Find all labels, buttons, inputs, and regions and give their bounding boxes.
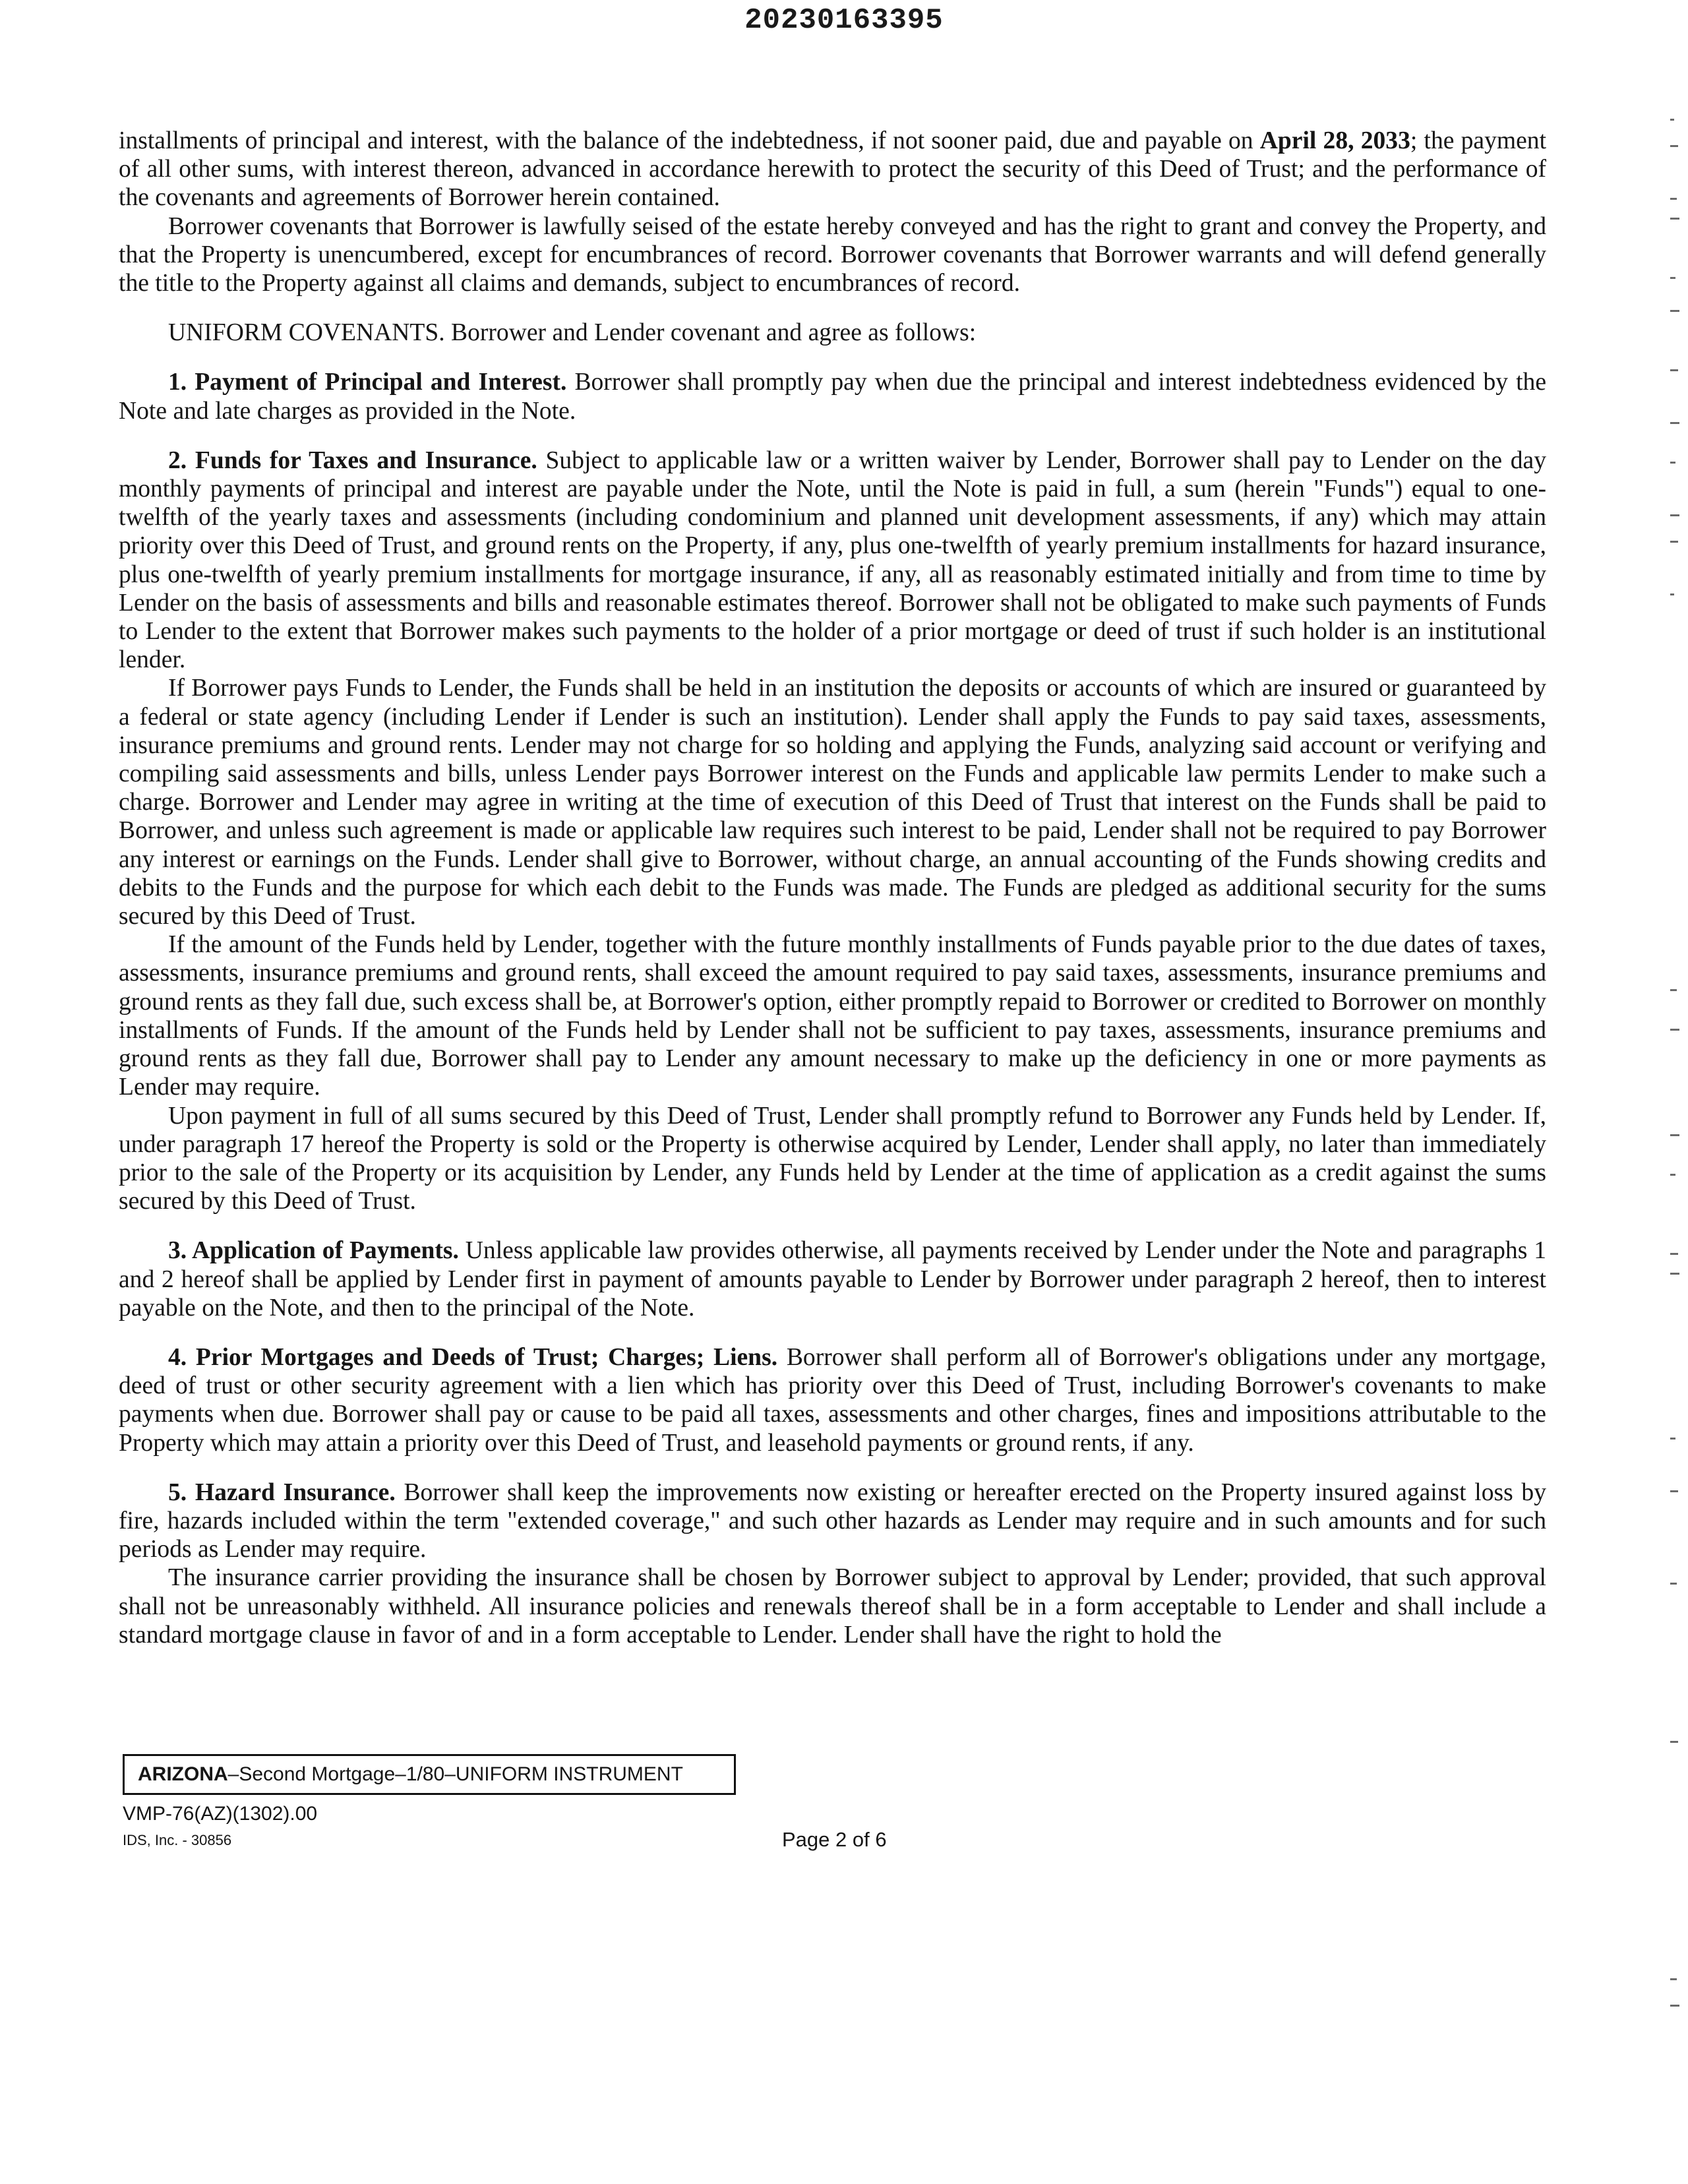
section-text: Borrower shall keep the improvements now existing or hereafter erected on the Property insured against loss by fire, hazards included within the term "extended coverage," and such other hazards as Lender may require and in such amounts and for such periods as Lender may require. [119,1478,1546,1563]
scan-mark [1670,989,1677,991]
scan-mark [1670,462,1675,464]
form-code: VMP-76(AZ)(1302).00 [123,1803,318,1825]
section-text: Unless applicable law provides otherwise, all payments received by Lender under the Note and paragraphs 1 and 2 hereof shall be applied by Lender first in payment of amounts payable to Lender by Borrower under paragraph 2 hereof, then to interest payable on the Note, and then to the principal of the Note. [119,1237,1546,1321]
document-body [119,127,1546,1649]
section-heading: 4. Prior Mortgages and Deeds of Trust; Charges; Liens. [168,1343,778,1371]
page-number: Page 2 of 6 [782,1828,887,1851]
section-heading: 2. Funds for Taxes and Insurance. [168,446,537,474]
scan-mark [1670,1978,1677,1980]
scan-mark [1670,1174,1675,1176]
section-text: Borrower shall perform all of Borrower's obligations under any mortgage, deed of trust or other security agreement with a lien which has priority over this Deed of Trust, including Borrower's covenants to make payments when due. Borrower shall pay or cause to be paid all taxes, assessments and other charges, fines and impositions attributable to the Property which may attain a priority over this Deed of Trust, and leasehold payments or ground rents, if any. [119,1343,1546,1457]
scan-mark [1670,1029,1679,1031]
paragraph-installments [119,127,1546,212]
scan-mark [1670,145,1678,147]
section-heading: 1. Payment of Principal and Interest. [168,369,567,396]
section-text: Borrower shall promptly pay when due the principal and interest indebtedness evidenced by the Note and late charges as provided in the Note. [119,369,1546,425]
recording-number: 20230163395 [744,4,944,37]
section-5 [119,1478,1546,1564]
section-heading: 5. Hazard Insurance. [168,1478,396,1506]
vendor-code: IDS, Inc. - 30856 [123,1832,232,1848]
scan-mark [1670,2005,1679,2007]
section-3 [119,1236,1546,1322]
scan-mark [1670,1741,1678,1743]
paragraph-borrower-covenants: Borrower covenants that Borrower is lawfully seised of the estate hereby conveyed and has the right to grant and convey the Property, and that the Property is unencumbered, except for encumbrances of record. Borrower covenants that Borrower warrants and will defend generally the title to the Property against all claims and demands, subject to encumbrances of record. [119,212,1546,297]
instrument-label-box [123,1754,736,1795]
scan-mark [1670,422,1679,424]
scan-mark [1670,119,1674,121]
uniform-covenants-intro: UNIFORM COVENANTS. Borrower and Lender covenant and agree as follows: [168,319,977,347]
section-text: Subject to applicable law or a written waiver by Lender, Borrower shall pay to Lender on the day monthly payments of principal and interest are payable under the Note, until the Note is paid in full, a sum (herein "Funds") equal to one-twelfth of the yearly taxes and assessments (including condominium and planned unit development assessments, if any) which may attain priority over this Deed of Trust, and ground rents on the Property, if any, plus one-twelfth of yearly premium installments for hazard insurance, plus one-twelfth of yearly premium installments for mortgage insurance, if any, all as reasonably estimated initially and from time to time by Lender on the basis of assessments and bills and reasonable estimates thereof. Borrower shall not be obligated to make such payments of Funds to Lender to the extent that Borrower makes such payments to the holder of a prior mortgage or deed of trust if such holder is an institutional lender. [119,446,1546,674]
maturity-date: April 28, 2033 [1259,127,1410,154]
scan-mark [1670,541,1678,543]
scan-mark [1670,514,1679,516]
section-1 [119,368,1546,425]
scan-mark [1670,1490,1678,1492]
section-4 [119,1343,1546,1457]
scan-mark [1670,198,1677,200]
section-5-paragraph: The insurance carrier providing the insurance shall be chosen by Borrower subject to approval by Lender; provided, that such approval shall not be unreasonably withheld. All insurance policies and renewals thereof shall be in a form acceptable to Lender and shall include a standard mortgage clause in favor of and in a form acceptable to Lender. Lender shall have the right to hold the [119,1564,1546,1649]
paragraph-text: ; the payment of all other sums, with interest thereon, advanced in accordance herewith to protect the security of this Deed of Trust; and the performance of the covenants and agreements of Borrower herein contained. [119,127,1547,212]
paragraph-text: installments of principal and interest, with the balance of the indebtedness, if not sooner paid, due and payable on [119,127,1260,154]
section-heading: 3. Application of Payments. [168,1237,459,1265]
scan-mark [1670,593,1674,595]
scan-mark [1670,1134,1679,1136]
scan-mark [1670,1253,1678,1255]
section-2 [119,446,1546,675]
scan-mark [1670,1273,1679,1275]
section-2-paragraph: If the amount of the Funds held by Lender, together with the future monthly installments of Funds payable prior to the due dates of taxes, assessments, insurance premiums and ground rents, shall exceed the amount required to pay said taxes, assessments, insurance premiums and ground rents as they fall due, such excess shall be, at Borrower's option, either promptly repaid to Borrower or credited to Borrower on monthly installments of Funds. If the amount of the Funds held by Lender shall not be sufficient to pay taxes, assessments, insurance premiums and ground rents as they fall due, Borrower shall pay to Lender any amount necessary to make up the deficiency in one or more payments as Lender may require. [119,931,1546,1101]
footer-state: ARIZONA [138,1763,228,1785]
scan-mark [1670,1583,1677,1585]
scan-mark [1670,277,1675,279]
scan-mark [1670,310,1679,312]
scan-mark [1670,369,1678,371]
scan-mark [1670,218,1679,220]
section-2-paragraph: If Borrower pays Funds to Lender, the Funds shall be held in an institution the deposits or accounts of which are insured or guaranteed by a federal or state agency (including Lender if Lender is such an institution). Lender shall apply the Funds to pay said taxes, assessments, insurance premiums and ground rents. Lender may not charge for so holding and applying the Funds, analyzing said account or verifying and compiling said assessments and bills, unless Lender pays Borrower interest on the Funds and applicable law permits Lender to make such a charge. Borrower and Lender may agree in writing at the time of execution of this Deed of Trust that interest on the Funds shall be paid to Borrower, and unless such agreement is made or applicable law requires such interest to be paid, Lender shall not be required to pay Borrower any interest or earnings on the Funds. Lender shall give to Borrower, without charge, an annual accounting of the Funds showing credits and debits to the Funds and the purpose for which each debit to the Funds was made. The Funds are pledged as additional security for the sums secured by this Deed of Trust. [119,675,1546,930]
scan-mark [1670,1438,1675,1440]
section-2-paragraph: Upon payment in full of all sums secured by this Deed of Trust, Lender shall promptly refund to Borrower any Funds held by Lender. If, under paragraph 17 hereof the Property is sold or the Property is otherwise acquired by Lender, Lender shall apply, no later than immediately prior to the sale of the Property or its acquisition by Lender, any Funds held by Lender at the time of application as a credit against the sums secured by this Deed of Trust. [119,1102,1546,1215]
scan-edge-marks [1670,0,1681,2184]
footer-instrument: –Second Mortgage–1/80–UNIFORM INSTRUMENT [227,1763,683,1785]
